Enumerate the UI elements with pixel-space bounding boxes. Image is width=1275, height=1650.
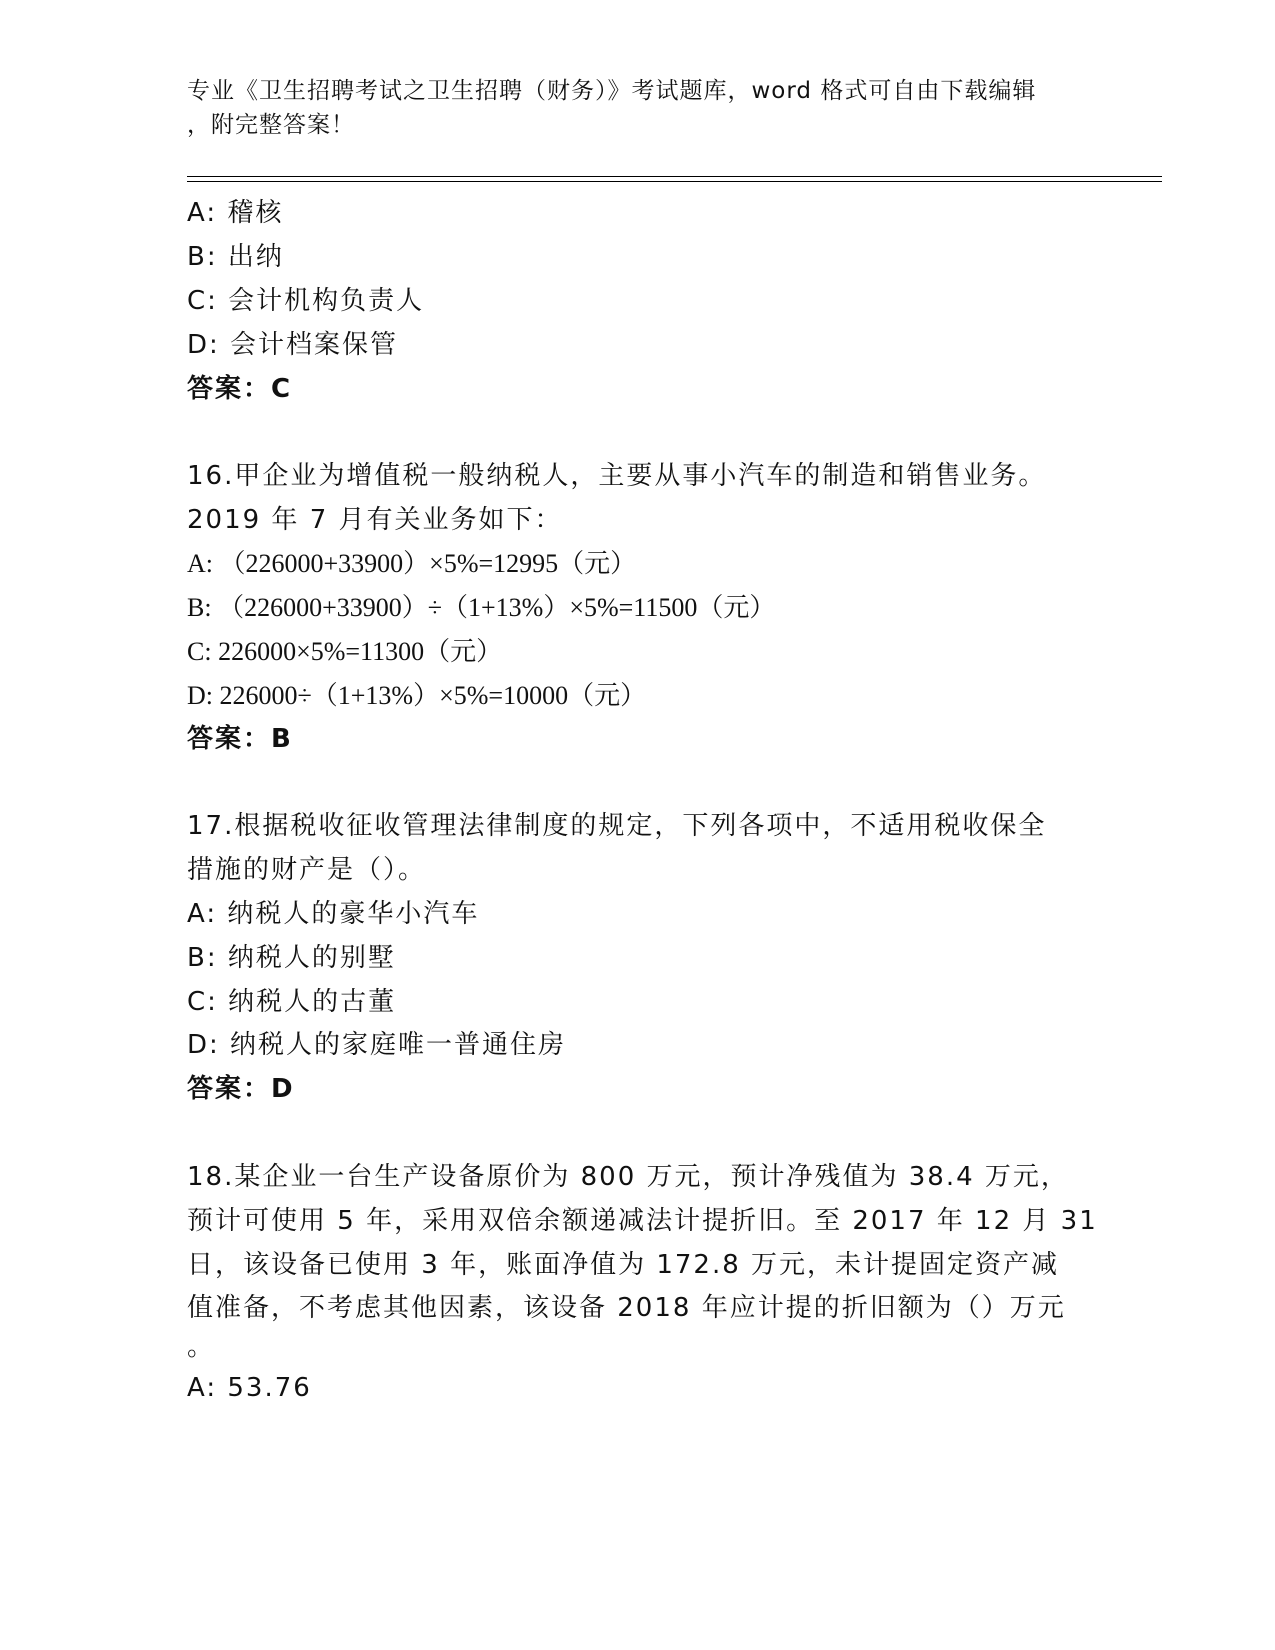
q18-stem-line-4: 值准备，不考虑其他因素，该设备 2018 年应计提的折旧额为（）万元 — [187, 1293, 1066, 1323]
q18-stem-line-2: 预计可使用 5 年，采用双倍余额递减法计提折旧。至 2017 年 12 月 31 — [187, 1206, 1098, 1236]
q15-option-c: C: 会计机构负责人 — [187, 286, 425, 316]
q18-stem-line-5: 。 — [187, 1332, 216, 1362]
q16-option-c: C: 226000×5%=11300（元） — [187, 637, 503, 666]
header-divider-bottom — [187, 181, 1162, 182]
q16-answer: 答案：B — [187, 724, 293, 754]
q17-option-b: B: 纳税人的别墅 — [187, 943, 396, 973]
q15-option-d: D: 会计档案保管 — [187, 330, 399, 360]
q16-option-a: A: （226000+33900）×5%=12995（元） — [187, 549, 637, 578]
q16-option-b: B: （226000+33900）÷（1+13%）×5%=11500（元） — [187, 593, 776, 622]
q18-stem-line-1: 18.某企业一台生产设备原价为 800 万元，预计净残值为 38.4 万元， — [187, 1162, 1069, 1192]
q17-answer: 答案：D — [187, 1074, 295, 1104]
q18-option-a: A: 53.76 — [187, 1373, 312, 1403]
q17-option-c: C: 纳税人的古董 — [187, 987, 397, 1017]
q18-stem-line-3: 日，该设备已使用 3 年，账面净值为 172.8 万元，未计提固定资产减 — [187, 1250, 1060, 1280]
q15-option-a: A: 稽核 — [187, 198, 284, 228]
header-divider-top — [187, 176, 1162, 177]
q17-option-d: D: 纳税人的家庭唯一普通住房 — [187, 1030, 567, 1060]
q16-stem-line-2: 2019 年 7 月有关业务如下： — [187, 505, 563, 535]
q17-stem-line-1: 17.根据税收征收管理法律制度的规定，下列各项中，不适用税收保全 — [187, 811, 1047, 841]
q15-option-b: B: 出纳 — [187, 242, 284, 272]
document-header-line-2: ，附完整答案！ — [187, 112, 355, 138]
q17-option-a: A: 纳税人的豪华小汽车 — [187, 899, 480, 929]
q16-stem-line-1: 16.甲企业为增值税一般纳税人，主要从事小汽车的制造和销售业务。 — [187, 461, 1047, 491]
document-header-line-1: 专业《卫生招聘考试之卫生招聘（财务）》考试题库，word 格式可自由下载编辑 — [187, 78, 1037, 104]
q17-stem-line-2: 措施的财产是（）。 — [187, 855, 427, 885]
q15-answer: 答案：C — [187, 374, 293, 404]
q16-option-d: D: 226000÷（1+13%）×5%=10000（元） — [187, 681, 647, 710]
